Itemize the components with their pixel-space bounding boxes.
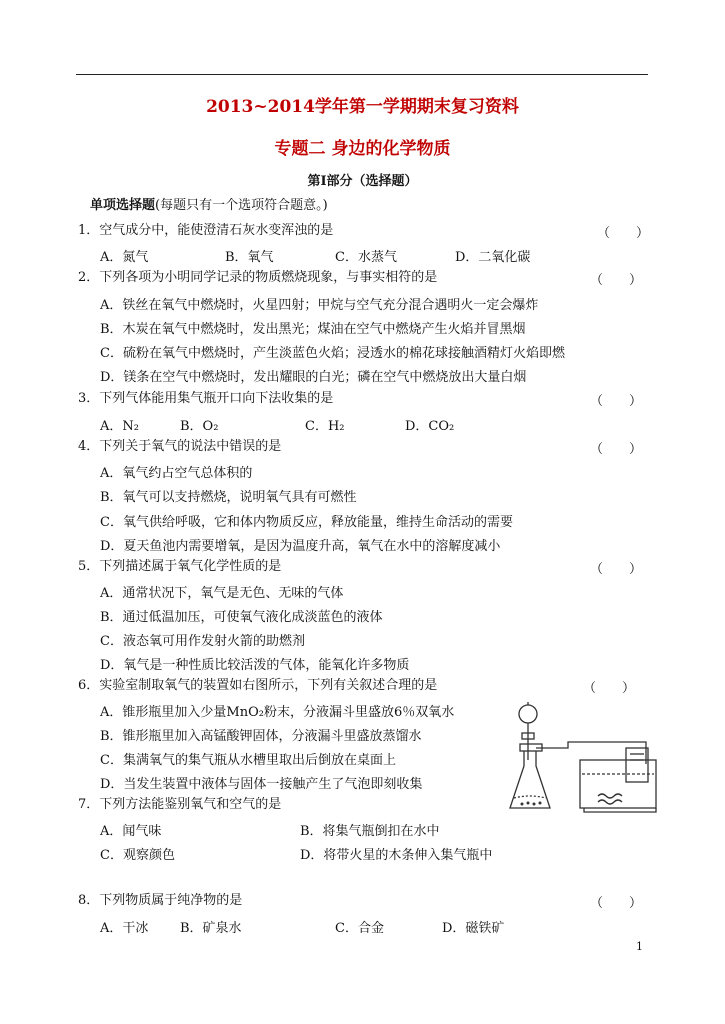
q3-option-c: C．H₂ bbox=[305, 419, 345, 434]
q5-option-a: A．通常状况下，氧气是无色、无味的气体 bbox=[100, 586, 344, 601]
q6-stem: 6．实验室制取氧气的装置如右图所示，下列有关叙述合理的是 bbox=[78, 678, 438, 693]
instruction-rest: (每题只有一个选项符合题意。) bbox=[155, 198, 328, 213]
q1-option-d: D．二氧化碳 bbox=[455, 250, 531, 265]
q1-option-c: C．水蒸气 bbox=[335, 250, 397, 265]
q5-answer-paren: （ ） bbox=[590, 562, 643, 577]
page-number: 1 bbox=[636, 940, 643, 953]
q4-option-d: D．夏天鱼池内需要增氧，是因为温度升高，氧气在水中的溶解度减小 bbox=[100, 539, 501, 554]
q4-option-b: B．氧气可以支持燃烧，说明氧气具有可燃性 bbox=[100, 490, 357, 505]
top-rule bbox=[76, 74, 648, 75]
q7-stem: 7．下列方法能鉴别氧气和空气的是 bbox=[78, 797, 282, 812]
q3-stem: 3．下列气体能用集气瓶开口向下法收集的是 bbox=[78, 391, 334, 406]
q4-stem: 4．下列关于氧气的说法中错误的是 bbox=[78, 439, 282, 454]
q6-option-a: A．锥形瓶里加入少量MnO₂粉末，分液漏斗里盛放6％双氧水 bbox=[100, 705, 455, 720]
q8-option-b: B．矿泉水 bbox=[180, 921, 242, 936]
page-title: 2013~2014学年第一学期期末复习资料 bbox=[206, 97, 519, 117]
q3-option-a: A．N₂ bbox=[100, 419, 139, 434]
q4-option-c: C．氧气供给呼吸，它和体内物质反应，释放能量，维持生命活动的需要 bbox=[100, 515, 513, 530]
part-heading: 第Ⅰ部分（选择题） bbox=[307, 174, 418, 189]
q5-option-c: C．液态氧可用作发射火箭的助燃剂 bbox=[100, 634, 305, 649]
q5-option-d: D．氧气是一种性质比较活泼的气体，能氧化许多物质 bbox=[100, 658, 410, 673]
q8-answer-paren: （ ） bbox=[590, 896, 643, 911]
oxygen-apparatus-figure bbox=[498, 700, 660, 816]
q4-option-a: A．氧气约占空气总体积的 bbox=[100, 466, 253, 481]
q5-option-b: B．通过低温加压，可使氧气液化成淡蓝色的液体 bbox=[100, 610, 383, 625]
q8-option-d: D．磁铁矿 bbox=[442, 921, 505, 936]
q7-option-c: C．观察颜色 bbox=[100, 848, 175, 863]
q3-option-d: D．CO₂ bbox=[405, 419, 455, 434]
q1-option-a: A．氮气 bbox=[100, 250, 149, 265]
q6-answer-paren: （ ） bbox=[583, 681, 636, 696]
q2-stem: 2．下列各项为小明同学记录的物质燃烧现象，与事实相符的是 bbox=[78, 270, 438, 285]
page-subtitle: 专题二 身边的化学物质 bbox=[274, 139, 451, 159]
q6-option-c: C．集满氧气的集气瓶从水槽里取出后倒放在桌面上 bbox=[100, 753, 396, 768]
q2-option-c: C．硫粉在氧气中燃烧时，产生淡蓝色火焰；浸透水的棉花球接触酒精灯火焰即燃 bbox=[100, 346, 565, 361]
q7-option-d: D．将带火星的木条伸入集气瓶中 bbox=[300, 848, 493, 863]
q7-option-b: B．将集气瓶倒扣在水中 bbox=[300, 824, 440, 839]
q3-answer-paren: （ ） bbox=[590, 394, 643, 409]
q8-option-c: C．合金 bbox=[335, 921, 384, 936]
q8-stem: 8．下列物质属于纯净物的是 bbox=[78, 893, 243, 908]
q4-answer-paren: （ ） bbox=[590, 442, 643, 457]
q2-option-d: D．镁条在空气中燃烧时，发出耀眼的白光；磷在空气中燃烧放出大量白烟 bbox=[100, 370, 527, 385]
q2-option-a: A．铁丝在氧气中燃烧时，火星四射；甲烷与空气充分混合遇明火一定会爆炸 bbox=[100, 298, 539, 313]
q1-option-b: B．氧气 bbox=[225, 250, 274, 265]
instruction-bold: 单项选择题 bbox=[90, 198, 156, 213]
q1-stem: 1．空气成分中，能使澄清石灰水变浑浊的是 bbox=[78, 223, 334, 238]
q6-option-d: D．当发生装置中液体与固体一接触产生了气泡即刻收集 bbox=[100, 777, 423, 792]
q3-option-b: B．O₂ bbox=[180, 419, 219, 434]
q5-stem: 5．下列描述属于氧气化学性质的是 bbox=[78, 559, 282, 574]
q2-option-b: B．木炭在氧气中燃烧时，发出黑光；煤油在空气中燃烧产生火焰并冒黑烟 bbox=[100, 322, 526, 337]
q2-answer-paren: （ ） bbox=[590, 273, 643, 288]
q6-option-b: B．锥形瓶里加入高锰酸钾固体，分液漏斗里盛放蒸馏水 bbox=[100, 729, 422, 744]
instruction bbox=[90, 197, 328, 215]
q1-answer-paren: （ ） bbox=[597, 226, 650, 241]
q7-option-a: A．闻气味 bbox=[100, 824, 162, 839]
q8-option-a: A．干冰 bbox=[100, 921, 149, 936]
